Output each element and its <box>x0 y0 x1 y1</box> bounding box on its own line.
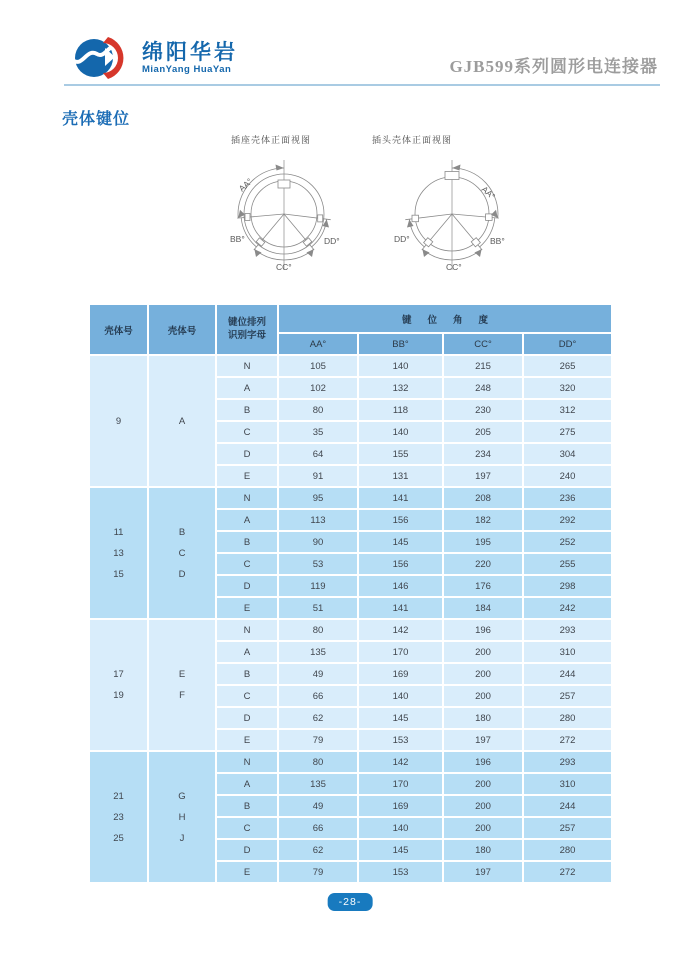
key-letter-cell: E <box>217 466 277 486</box>
angle-value-cell: 257 <box>524 818 611 838</box>
key-letter-cell: A <box>217 774 277 794</box>
angle-value-cell: 205 <box>444 422 522 442</box>
angle-value-cell: 252 <box>524 532 611 552</box>
angle-value-cell: 195 <box>444 532 522 552</box>
angle-value-cell: 95 <box>279 488 357 508</box>
angle-value-cell: 200 <box>444 664 522 684</box>
brand-header <box>72 34 238 82</box>
table-row <box>90 356 611 376</box>
angle-value-cell: 80 <box>279 400 357 420</box>
angle-value-cell: 113 <box>279 510 357 530</box>
angle-value-cell: 131 <box>359 466 442 486</box>
angle-value-cell: 257 <box>524 686 611 706</box>
table-row <box>90 752 611 772</box>
angle-value-cell: 80 <box>279 620 357 640</box>
angle-value-cell: 135 <box>279 642 357 662</box>
header-angle-bb: BB° <box>359 334 442 354</box>
socket-angle-cc-label: CC° <box>276 262 292 272</box>
angle-value-cell: 180 <box>444 708 522 728</box>
angle-value-cell: 141 <box>359 598 442 618</box>
table-row <box>90 620 611 640</box>
shell-code-cell: E F <box>149 620 215 750</box>
angle-value-cell: 310 <box>524 642 611 662</box>
key-letter-cell: A <box>217 642 277 662</box>
angle-value-cell: 91 <box>279 466 357 486</box>
angle-value-cell: 145 <box>359 840 442 860</box>
angle-value-cell: 140 <box>359 686 442 706</box>
angle-value-cell: 292 <box>524 510 611 530</box>
angle-value-cell: 146 <box>359 576 442 596</box>
angle-value-cell: 272 <box>524 862 611 882</box>
angle-value-cell: 200 <box>444 642 522 662</box>
shell-code-cell: B C D <box>149 488 215 618</box>
angle-value-cell: 118 <box>359 400 442 420</box>
angle-value-cell: 169 <box>359 664 442 684</box>
angle-value-cell: 200 <box>444 774 522 794</box>
angle-value-cell: 197 <box>444 730 522 750</box>
shell-number-cell: 21 23 25 <box>90 752 147 882</box>
angle-value-cell: 170 <box>359 642 442 662</box>
key-letter-cell: C <box>217 422 277 442</box>
angle-value-cell: 220 <box>444 554 522 574</box>
angle-value-cell: 196 <box>444 752 522 772</box>
shell-number-cell: 11 13 15 <box>90 488 147 618</box>
angle-value-cell: 170 <box>359 774 442 794</box>
angle-value-cell: 140 <box>359 422 442 442</box>
angle-value-cell: 155 <box>359 444 442 464</box>
key-letter-cell: A <box>217 378 277 398</box>
angle-value-cell: 236 <box>524 488 611 508</box>
angle-value-cell: 280 <box>524 708 611 728</box>
angle-value-cell: 234 <box>444 444 522 464</box>
angle-value-cell: 215 <box>444 356 522 376</box>
section-title: 壳体键位 <box>62 111 131 128</box>
key-letter-cell: D <box>217 444 277 464</box>
header-divider <box>64 84 660 86</box>
shell-number-cell: 17 19 <box>90 620 147 750</box>
socket-front-view-diagram <box>212 150 357 285</box>
angle-value-cell: 208 <box>444 488 522 508</box>
company-logo-icon <box>72 34 134 82</box>
key-letter-cell: N <box>217 356 277 376</box>
angle-value-cell: 141 <box>359 488 442 508</box>
angle-value-cell: 169 <box>359 796 442 816</box>
angle-value-cell: 312 <box>524 400 611 420</box>
angle-value-cell: 62 <box>279 840 357 860</box>
socket-diagram-caption: 插座壳体正面视图 <box>231 135 312 145</box>
header-key-code <box>217 305 277 354</box>
socket-angle-aa-label: AA° <box>236 176 255 194</box>
angle-value-cell: 293 <box>524 620 611 640</box>
angle-value-cell: 49 <box>279 664 357 684</box>
angle-value-cell: 142 <box>359 752 442 772</box>
brand-name-cn: 绵阳华岩 <box>142 40 238 64</box>
angle-value-cell: 49 <box>279 796 357 816</box>
key-letter-cell: C <box>217 686 277 706</box>
key-letter-cell: D <box>217 840 277 860</box>
shell-code-cell: G H J <box>149 752 215 882</box>
plug-angle-aa-label: AA° <box>479 184 498 202</box>
angle-value-cell: 242 <box>524 598 611 618</box>
angle-value-cell: 142 <box>359 620 442 640</box>
plug-front-view-diagram <box>380 150 525 285</box>
angle-value-cell: 80 <box>279 752 357 772</box>
angle-value-cell: 35 <box>279 422 357 442</box>
angle-value-cell: 64 <box>279 444 357 464</box>
angle-value-cell: 79 <box>279 730 357 750</box>
angle-value-cell: 105 <box>279 356 357 376</box>
key-letter-cell: B <box>217 400 277 420</box>
plug-angle-dd-label: DD° <box>394 234 410 244</box>
key-letter-cell: B <box>217 664 277 684</box>
angle-value-cell: 298 <box>524 576 611 596</box>
angle-value-cell: 293 <box>524 752 611 772</box>
angle-value-cell: 200 <box>444 796 522 816</box>
shell-number-cell: 9 <box>90 356 147 486</box>
angle-value-cell: 153 <box>359 862 442 882</box>
header-key-code-line1: 键位排列 <box>227 316 266 328</box>
angle-value-cell: 255 <box>524 554 611 574</box>
angle-value-cell: 197 <box>444 862 522 882</box>
angle-value-cell: 244 <box>524 664 611 684</box>
angle-value-cell: 62 <box>279 708 357 728</box>
key-letter-cell: E <box>217 598 277 618</box>
angle-value-cell: 153 <box>359 730 442 750</box>
document-title: GJB599系列圆形电连接器 <box>449 57 658 76</box>
angle-value-cell: 145 <box>359 532 442 552</box>
socket-angle-bb-label: BB° <box>230 234 245 244</box>
angle-value-cell: 66 <box>279 686 357 706</box>
angle-value-cell: 248 <box>444 378 522 398</box>
key-letter-cell: C <box>217 554 277 574</box>
header-shell-no-1: 壳体号 <box>90 305 147 354</box>
angle-value-cell: 230 <box>444 400 522 420</box>
angle-value-cell: 244 <box>524 796 611 816</box>
key-letter-cell: B <box>217 532 277 552</box>
page-number-badge: -28- <box>328 893 373 911</box>
header-angle-aa: AA° <box>279 334 357 354</box>
angle-value-cell: 51 <box>279 598 357 618</box>
header-angle-dd: DD° <box>524 334 611 354</box>
angle-value-cell: 275 <box>524 422 611 442</box>
plug-angle-bb-label: BB° <box>490 236 505 246</box>
angle-value-cell: 184 <box>444 598 522 618</box>
angle-value-cell: 320 <box>524 378 611 398</box>
header-shell-no-2: 壳体号 <box>149 305 215 354</box>
header-angle-cc: CC° <box>444 334 522 354</box>
socket-angle-dd-label: DD° <box>324 236 340 246</box>
key-letter-cell: N <box>217 488 277 508</box>
key-letter-cell: C <box>217 818 277 838</box>
angle-value-cell: 140 <box>359 818 442 838</box>
angle-value-cell: 156 <box>359 510 442 530</box>
brand-name-en: MianYang HuaYan <box>142 64 232 76</box>
angle-value-cell: 156 <box>359 554 442 574</box>
key-letter-cell: A <box>217 510 277 530</box>
key-letter-cell: D <box>217 576 277 596</box>
header-angle-group: 键位角度 <box>279 305 611 332</box>
angle-value-cell: 119 <box>279 576 357 596</box>
key-letter-cell: N <box>217 620 277 640</box>
shell-code-cell: A <box>149 356 215 486</box>
header-key-code-line2: 识别字母 <box>227 329 266 341</box>
angle-value-cell: 310 <box>524 774 611 794</box>
angle-value-cell: 102 <box>279 378 357 398</box>
angle-value-cell: 280 <box>524 840 611 860</box>
angle-value-cell: 79 <box>279 862 357 882</box>
angle-value-cell: 304 <box>524 444 611 464</box>
angle-value-cell: 53 <box>279 554 357 574</box>
key-letter-cell: E <box>217 730 277 750</box>
key-letter-cell: E <box>217 862 277 882</box>
angle-value-cell: 240 <box>524 466 611 486</box>
table-row <box>90 488 611 508</box>
brand-text <box>142 41 238 75</box>
angle-value-cell: 200 <box>444 686 522 706</box>
angle-value-cell: 135 <box>279 774 357 794</box>
plug-angle-cc-label: CC° <box>446 262 462 272</box>
key-letter-cell: B <box>217 796 277 816</box>
angle-value-cell: 145 <box>359 708 442 728</box>
key-position-table <box>88 303 613 884</box>
angle-value-cell: 200 <box>444 818 522 838</box>
angle-value-cell: 132 <box>359 378 442 398</box>
angle-value-cell: 140 <box>359 356 442 376</box>
angle-value-cell: 66 <box>279 818 357 838</box>
angle-value-cell: 197 <box>444 466 522 486</box>
angle-value-cell: 272 <box>524 730 611 750</box>
angle-value-cell: 196 <box>444 620 522 640</box>
key-letter-cell: N <box>217 752 277 772</box>
angle-value-cell: 180 <box>444 840 522 860</box>
angle-value-cell: 265 <box>524 356 611 376</box>
angle-value-cell: 176 <box>444 576 522 596</box>
angle-value-cell: 182 <box>444 510 522 530</box>
plug-diagram-caption: 插头壳体正面视图 <box>372 135 453 145</box>
key-letter-cell: D <box>217 708 277 728</box>
angle-value-cell: 90 <box>279 532 357 552</box>
